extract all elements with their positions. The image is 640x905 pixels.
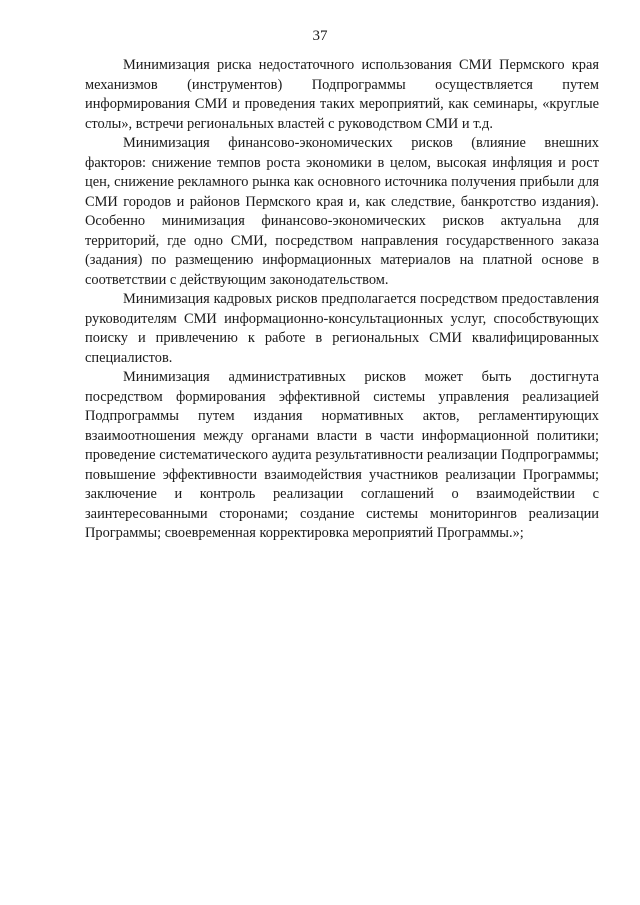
document-body <box>85 56 599 544</box>
page-number: 37 <box>312 28 328 44</box>
paragraph-personnel-risk: Минимизация кадровых рисков предполагается посредством предоставления руководителям СМИ информационно-консультационных услуг, способствующих поиску и привлечению к работе в региональных СМИ квалифицированных специалистов. <box>85 291 599 366</box>
paragraph-financial-risk: Минимизация финансово-экономических рисков (влияние внешних факторов: снижение темпов роста экономики в целом, высокая инфляция и рост цен, снижение рекламного рынка как основного источника получения прибыли для СМИ городов и районов Пермского края и, как следствие, банкротство издания). Особенно минимизация финансово-экономических рисков актуальна для территорий, где одно СМИ, посредством направления государственного заказа (задания) по размещению информационных материалов на платной основе в соответствии с действующим законодательством. <box>85 135 599 288</box>
paragraph-administrative-risk: Минимизация административных рисков может быть достигнута посредством формирования эффективной системы управления реализацией Подпрограммы путем издания нормативных актов, регламентирующих взаимоотношения между органами власти в части информационной политики; проведение систематического аудита результативности реализации Подпрограммы; повышение эффективности взаимодействия участников реализации Программы; заключение и контроль реализации соглашений о взаимодействии с заинтересованными сторонами; создание системы мониторингов реализации Программы; своевременная корректировка мероприятий Программы.»; <box>85 369 599 541</box>
paragraph-media-usage-risk: Минимизация риска недостаточного использования СМИ Пермского края механизмов (инструментов) Подпрограммы осуществляется путем информирования СМИ и проведения таких мероприятий, как семинары, «круглые столы», встречи региональных властей с руководством СМИ и т.д. <box>85 57 599 132</box>
